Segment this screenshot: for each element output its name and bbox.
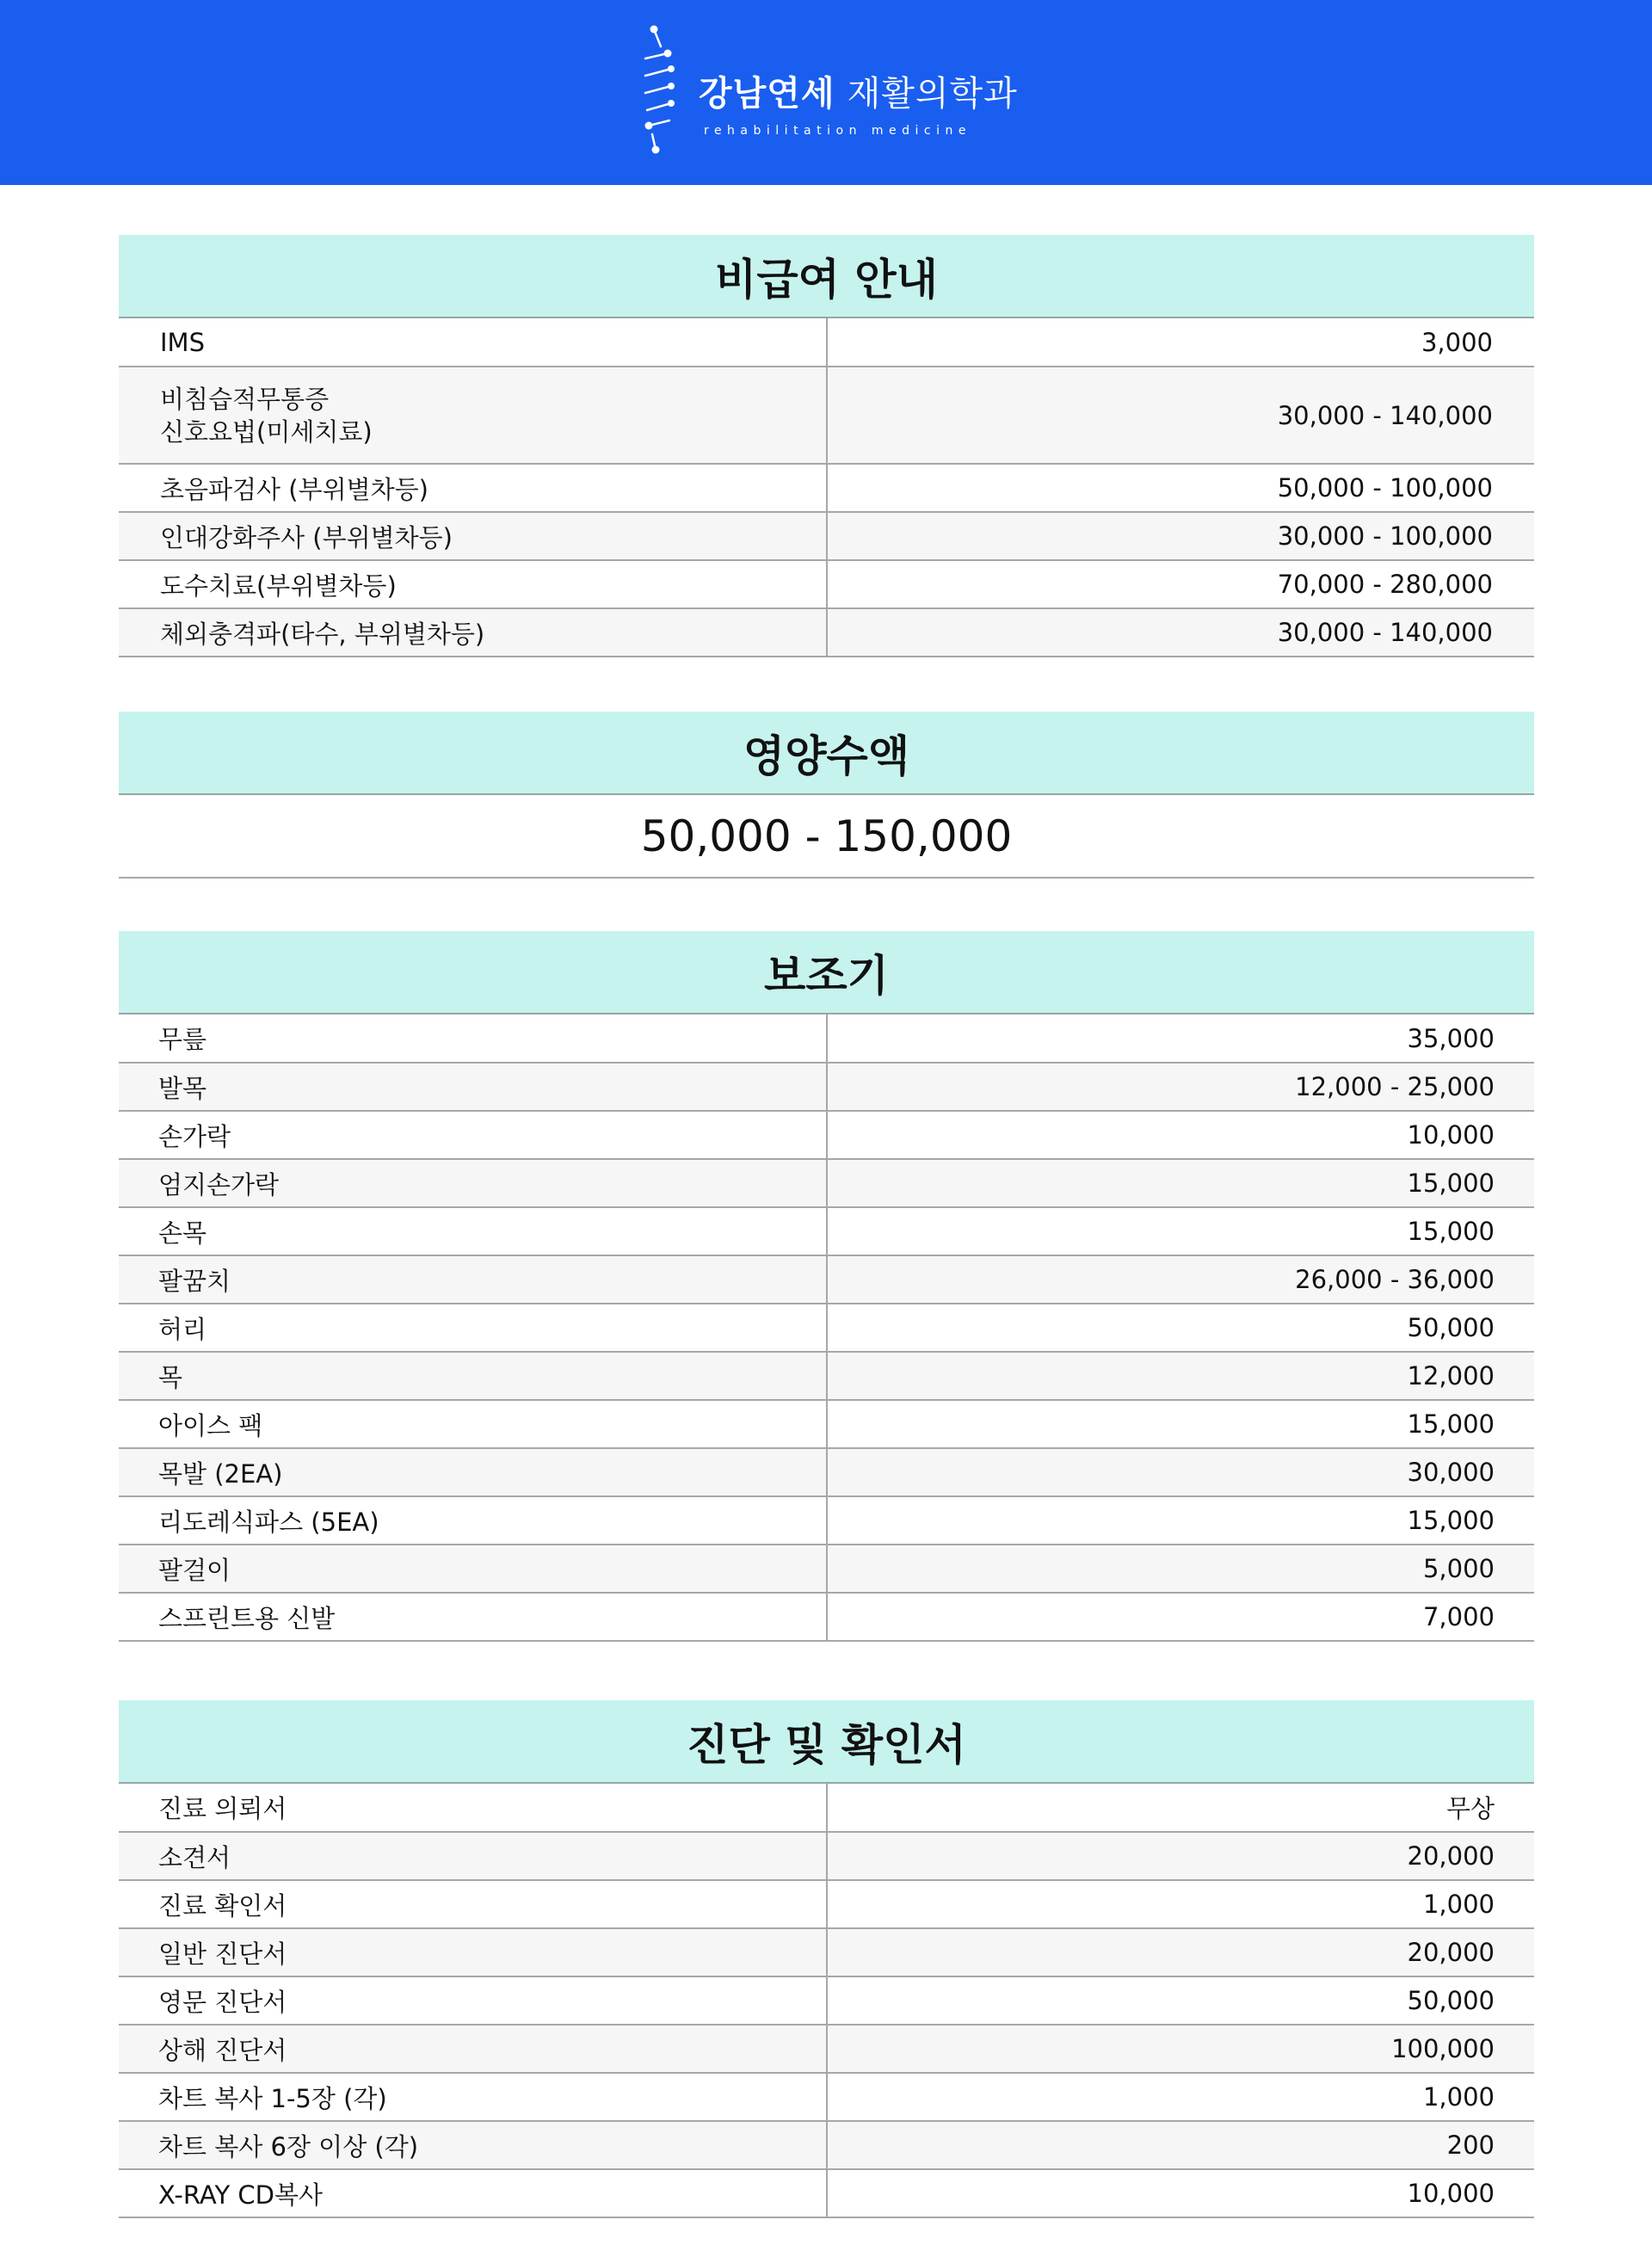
- item-price: 200: [827, 2121, 1534, 2169]
- table-row: [119, 1111, 1534, 1159]
- item-name: 영문 진단서: [119, 1976, 827, 2025]
- table-row: [119, 1496, 1534, 1545]
- item-price: 15,000: [827, 1496, 1534, 1545]
- item-name: 초음파검사 (부위별차등): [119, 464, 827, 512]
- brand-name-bold: 강남연세: [699, 74, 835, 114]
- table-row: [119, 1400, 1534, 1448]
- table-row: [119, 1159, 1534, 1207]
- item-price: 20,000: [827, 1832, 1534, 1880]
- table-row: [119, 1304, 1534, 1352]
- table-row: [119, 512, 1534, 560]
- table-row: [119, 608, 1534, 657]
- item-name: 팔꿈치: [119, 1255, 827, 1304]
- item-name: IMS: [119, 318, 827, 367]
- item-name: X-RAY CD복사: [119, 2169, 827, 2217]
- item-price: 50,000: [827, 1976, 1534, 2025]
- brand-name-light: 재활의학과: [847, 74, 1018, 114]
- section-title: 비급여 안내: [119, 235, 1534, 318]
- item-name: 무릎: [119, 1014, 827, 1063]
- item-price: 15,000: [827, 1400, 1534, 1448]
- item-price: 5,000: [827, 1545, 1534, 1593]
- table-row: [119, 1593, 1534, 1641]
- table-row: [119, 2025, 1534, 2073]
- item-name: 아이스 팩: [119, 1400, 827, 1448]
- item-price: 12,000: [827, 1352, 1534, 1400]
- item-name: 발목: [119, 1063, 827, 1111]
- item-price: 15,000: [827, 1159, 1534, 1207]
- item-price: 1,000: [827, 1880, 1534, 1928]
- section-title: 보조기: [119, 931, 1534, 1014]
- table-row: [119, 2169, 1534, 2217]
- item-price: 10,000: [827, 2169, 1534, 2217]
- section-braces: [119, 931, 1534, 1642]
- item-name: 엄지손가락: [119, 1159, 827, 1207]
- item-name: 도수치료(부위별차등): [119, 560, 827, 608]
- table-row: [119, 2073, 1534, 2121]
- item-name: 팔걸이: [119, 1545, 827, 1593]
- table-row: [119, 367, 1534, 464]
- item-name: 소견서: [119, 1832, 827, 1880]
- item-name: 허리: [119, 1304, 827, 1352]
- item-price: 30,000 - 140,000: [827, 367, 1534, 464]
- item-price: 50,000 - 150,000: [119, 795, 1534, 879]
- item-price: 3,000: [827, 318, 1534, 367]
- table-row: [119, 1207, 1534, 1255]
- section-nutrition-iv: [119, 712, 1534, 879]
- table-row: [119, 2121, 1534, 2169]
- table-row: [119, 464, 1534, 512]
- item-name-line: 비침습적무통증: [160, 384, 330, 414]
- section-non-covered: [119, 235, 1534, 657]
- item-price: 12,000 - 25,000: [827, 1063, 1534, 1111]
- item-name: 상해 진단서: [119, 2025, 827, 2073]
- item-name: 인대강화주사 (부위별차등): [119, 512, 827, 560]
- table-row: [119, 1880, 1534, 1928]
- item-name-line: 신호요법(미세치료): [160, 416, 373, 447]
- section-title: 영양수액: [119, 712, 1534, 795]
- table-row: [119, 318, 1534, 367]
- section-certificates: [119, 1700, 1534, 2218]
- table-row: [119, 1545, 1534, 1593]
- table-row: [119, 1014, 1534, 1063]
- price-table: [119, 1014, 1534, 1642]
- price-table: [119, 1784, 1534, 2218]
- item-price: 무상: [827, 1784, 1534, 1832]
- item-price: 26,000 - 36,000: [827, 1255, 1534, 1304]
- item-price: 15,000: [827, 1207, 1534, 1255]
- item-price: 100,000: [827, 2025, 1534, 2073]
- table-row: [119, 1448, 1534, 1496]
- item-name: 차트 복사 1-5장 (각): [119, 2073, 827, 2121]
- table-row: [119, 1352, 1534, 1400]
- item-name: 일반 진단서: [119, 1928, 827, 1976]
- table-row: [119, 1784, 1534, 1832]
- brand-subtitle: rehabilitation medicine: [704, 124, 972, 138]
- table-row: [119, 1928, 1534, 1976]
- item-name: 진료 확인서: [119, 1880, 827, 1928]
- item-name: 목발 (2EA): [119, 1448, 827, 1496]
- item-name: 체외충격파(타수, 부위별차등): [119, 608, 827, 657]
- item-name: [119, 367, 827, 464]
- item-price: 50,000: [827, 1304, 1534, 1352]
- item-price: 50,000 - 100,000: [827, 464, 1534, 512]
- item-price: 10,000: [827, 1111, 1534, 1159]
- spine-logo-icon: [637, 24, 681, 155]
- item-price: 7,000: [827, 1593, 1534, 1641]
- item-price: 1,000: [827, 2073, 1534, 2121]
- table-row: [119, 1832, 1534, 1880]
- item-name: 차트 복사 6장 이상 (각): [119, 2121, 827, 2169]
- item-name: 손목: [119, 1207, 827, 1255]
- item-price: 30,000 - 140,000: [827, 608, 1534, 657]
- brand-name: [699, 67, 1018, 120]
- table-row: [119, 1063, 1534, 1111]
- table-row: [119, 1976, 1534, 2025]
- price-table: [119, 318, 1534, 657]
- item-name: 스프린트용 신발: [119, 1593, 827, 1641]
- table-row: [119, 560, 1534, 608]
- item-name: 진료 의뢰서: [119, 1784, 827, 1832]
- item-price: 20,000: [827, 1928, 1534, 1976]
- table-row: [119, 1255, 1534, 1304]
- item-price: 30,000 - 100,000: [827, 512, 1534, 560]
- item-price: 70,000 - 280,000: [827, 560, 1534, 608]
- item-name: 리도레식파스 (5EA): [119, 1496, 827, 1545]
- section-title: 진단 및 확인서: [119, 1700, 1534, 1784]
- item-name: 손가락: [119, 1111, 827, 1159]
- header-banner: [0, 0, 1652, 185]
- item-name: 목: [119, 1352, 827, 1400]
- item-price: 30,000: [827, 1448, 1534, 1496]
- item-price: 35,000: [827, 1014, 1534, 1063]
